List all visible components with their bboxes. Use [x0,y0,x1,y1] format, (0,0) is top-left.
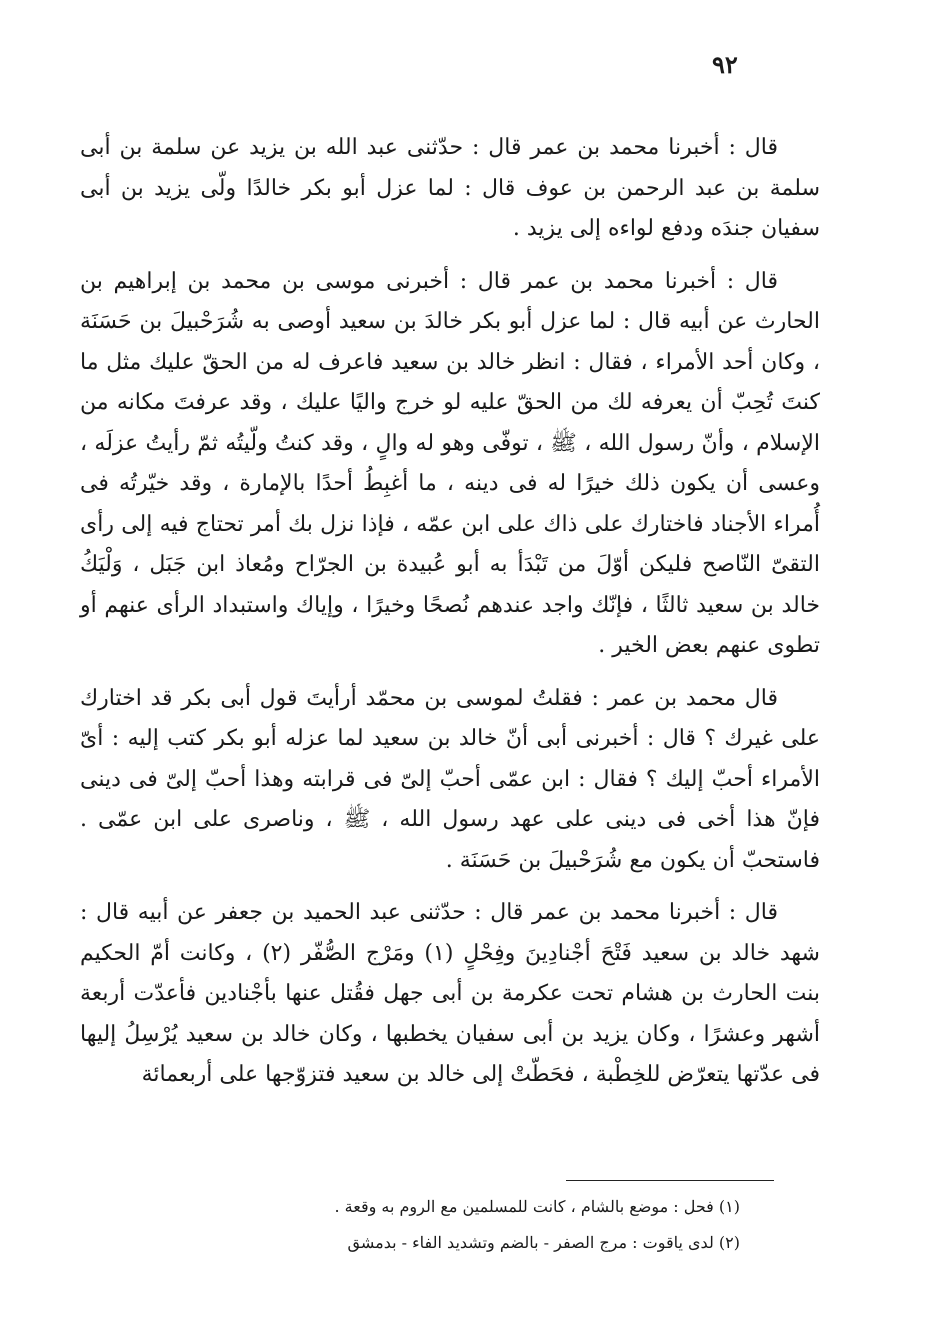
footnote-separator [566,1180,774,1181]
footnote-1: (١) فحل : موضع بالشام ، كانت للمسلمين مع الروم به وقعة . [334,1197,740,1216]
main-text [80,128,820,1108]
footnote-2: (٢) لدى ياقوت : مرج الصفر - بالضم وتشديد الفاء - بدمشق [347,1233,740,1252]
page-number: ٩٢ [712,50,738,79]
paragraph-4: قال : أخبرنا محمد بن عمر قال : حدّثنى عبد الحميد بن جعفر عن أبيه قال : شهد خالد بن سعيد فَتْحَ أجْنادِينَ وفِحْلٍ (١) ومَرْج الصُّفّر (٢) ، وكانت أمّ الحكيم بنت الحارث بن هشام تحت عكرمة بن أبى جهل فقُتل عنها بأجْنادين فأعدّت أربعة أشهر وعشرًا ، وكان يزيد بن أبى سفيان يخطبها ، وكان خالد بن سعيد يُرْسِلُ إليها فى عدّتها يتعرّض للخِطْبة ، فحَطّتْ إلى خالد بن سعيد فتزوّجها على أربعمائة [80,900,820,1087]
paragraph-2: قال : أخبرنا محمد بن عمر قال : أخبرنى موسى بن محمد بن إبراهيم بن الحارث عن أبيه قال : لما عزل أبو بكر خالدَ بن سعيد أوصى به شُرَحْبيلَ بن حَسَنَة ، وكان أحد الأمراء ، فقال : انظر خالد بن سعيد فاعرف له من الحقّ عليك مثل ما كنتَ تُحِبّ أن يعرفه لك من الحقّ عليه لو خرج واليًا عليك ، وقد عرفتَ مكانه من الإسلام ، وأنّ رسول الله ، ﷺ ، توفّى وهو له والٍ ، وقد كنتُ ولّيتُه ثمّ رأيتُ عزلَه ، وعسى أن يكون ذلك خيرًا له فى دينه ، ما أغبِطُ أحدًا بالإمارة ، وقد خيّرتُه فى أُمراء الأجناد فاختارك على ذاك على ابن عمّه ، فإذا نزل بك أمر تحتاج فيه إلى رأى التقىّ النّاصح فليكن أوّلَ من تَبْدَأ به أبو عُبيدة بن الجرّاح ومُعاذ ابن جَبَل ، وَلْيَكُ خالد بن سعيد ثالثًا ، فإنّك واجد عندهم نُصحًا وخيرًا ، وإياك واستبداد الرأى عنهم أو تطوى عنهم بعض الخير . [80,268,820,658]
paragraph-1: قال : أخبرنا محمد بن عمر قال : حدّثنى عبد الله بن يزيد عن سلمة بن أبى سلمة بن عبد الرحمن بن عوف قال : لما عزل أبو بكر خالدًا ولّى يزيد بن أبى سفيان جندَه ودفع لواءه إلى يزيد . [80,135,820,241]
footnotes [80,1192,740,1264]
paragraph-3: قال محمد بن عمر : فقلتُ لموسى بن محمّد أرأيتَ قول أبى بكر قد اختارك على غيرك ؟ قال : أخبرنى أبى أنّ خالد بن سعيد لما عزله أبو بكر كتب إليه : أىّ الأمراء أحبّ إليك ؟ فقال : ابن عمّى أحبّ إلىّ فى قرابته وهذا أحبّ إلىّ فى دينى فإنّ هذا أخى فى دينى على عهد رسول الله ، ﷺ ، وناصرى على ابن عمّى . فاستحبّ أن يكون مع شُرَحْبيلَ بن حَسَنَة . [80,685,820,873]
